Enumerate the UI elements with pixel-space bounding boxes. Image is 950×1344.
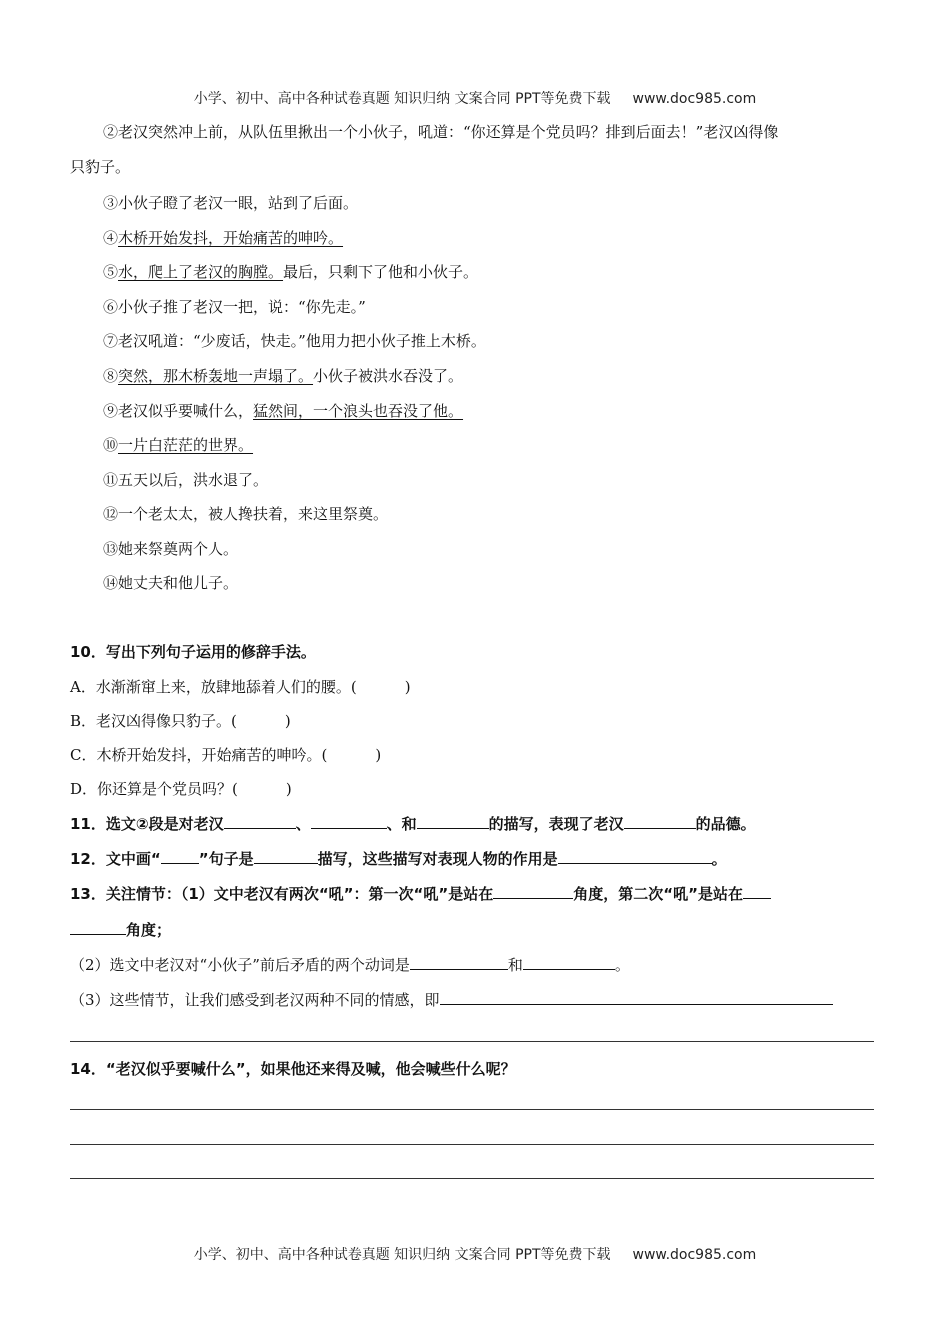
passage-p10 — [103, 435, 908, 455]
q10-d-close: ) — [285, 780, 292, 798]
q11-sep2: 、和 — [386, 815, 417, 833]
header-text: 小学、初中、高中各种试卷真题 知识归纳 文案合同 PPT等免费下载 — [193, 91, 611, 107]
passage-p2-line1: ②老汉突然冲上前，从队伍里揪出一个小伙子，吼道：“你还算是个党员吗？排到后面去！”老汉凶得像 — [103, 123, 779, 141]
q11-part2: 的描写，表现了老汉 — [488, 815, 624, 833]
q11-part1: 11．选文②段是对老汉 — [70, 815, 224, 833]
footer-url[interactable]: www.doc985.com — [632, 1247, 757, 1263]
q13-sub2-end: 。 — [614, 956, 630, 974]
q12-part4: 。 — [711, 850, 727, 868]
q13-line1 — [70, 884, 875, 904]
q11-sep1: 、 — [295, 815, 311, 833]
p4-underlined: 木桥开始发抖，开始痛苦的呻吟。 — [118, 229, 344, 247]
p4-number: ④ — [103, 229, 119, 247]
q12-blank-2[interactable] — [558, 849, 712, 864]
q10-option-b — [70, 711, 875, 731]
q13-sub3 — [70, 990, 875, 1010]
passage-p5 — [103, 262, 908, 282]
q11-part3: 的品德。 — [695, 815, 756, 833]
q12-underline-sample — [161, 849, 199, 864]
p9-underlined: 猛然间，一个浪头也吞没了他。 — [253, 402, 464, 420]
p8-number: ⑧ — [103, 367, 119, 385]
q14-answer-line-2[interactable] — [70, 1144, 874, 1145]
p5-rest: 最后，只剩下了他和小伙子。 — [283, 263, 479, 281]
q13-blank-2b[interactable] — [70, 920, 126, 935]
q13-part2: 角度，第二次“吼”是站在 — [573, 885, 743, 903]
q10-option-c — [70, 745, 875, 765]
q14-answer-line-1[interactable] — [70, 1109, 874, 1110]
passage-p2-line2: 只豹子。 — [70, 158, 131, 176]
p9-pre: ⑨老汉似乎要喊什么， — [103, 402, 254, 420]
q13-answer-line[interactable] — [70, 1041, 874, 1042]
q14-answer-line-3[interactable] — [70, 1178, 874, 1179]
q11 — [70, 814, 875, 834]
q11-blank-1[interactable] — [224, 814, 296, 829]
q11-blank-4[interactable] — [624, 814, 696, 829]
page-header — [0, 88, 950, 108]
q13-sub2-and: 和 — [507, 956, 523, 974]
q14-title: 14．“老汉似乎要喊什么”，如果他还来得及喊，他会喊些什么呢？ — [70, 1060, 516, 1078]
q12-part2: ”句子是 — [198, 850, 254, 868]
q10-c-text: C．木桥开始发抖，开始痛苦的呻吟。( — [70, 746, 328, 764]
q10-b-close: ) — [284, 712, 291, 730]
p5-number: ⑤ — [103, 263, 119, 281]
q10-a-close: ) — [404, 678, 411, 696]
q13-sub2-text: （2）选文中老汉对“小伙子”前后矛盾的两个动词是 — [70, 956, 410, 974]
q13-sub2-blank-2[interactable] — [523, 955, 615, 970]
p8-underlined: 突然，那木桥轰地一声塌了。 — [118, 367, 314, 385]
q13-sub3-blank[interactable] — [440, 990, 833, 1005]
q13-part3: 角度； — [126, 921, 172, 939]
q13-blank-1[interactable] — [493, 884, 573, 899]
q10-option-d — [70, 779, 875, 799]
q11-blank-2[interactable] — [311, 814, 387, 829]
p10-underlined: 一片白茫茫的世界。 — [118, 436, 254, 454]
passage-p4 — [103, 228, 908, 248]
q12-part1: 12．文中画“ — [70, 850, 161, 868]
passage-p12: ⑫一个老太太，被人搀扶着，来这里祭奠。 — [103, 505, 389, 523]
p8-rest: 小伙子被洪水吞没了。 — [313, 367, 464, 385]
q13-sub2 — [70, 955, 875, 975]
q13-sub3-text: （3）这些情节，让我们感受到老汉两种不同的情感，即 — [70, 991, 440, 1009]
passage-p13: ⑬她来祭奠两个人。 — [103, 540, 239, 558]
q10-option-a — [70, 677, 875, 697]
passage-p6: ⑥小伙子推了老汉一把，说：“你先走。” — [103, 298, 366, 316]
header-url[interactable]: www.doc985.com — [632, 91, 757, 107]
passage-p3: ③小伙子瞪了老汉一眼，站到了后面。 — [103, 194, 359, 212]
q13-sub2-blank-1[interactable] — [410, 955, 508, 970]
q13-blank-2a[interactable] — [743, 884, 771, 899]
q13-line2 — [70, 920, 875, 940]
q10-c-close: ) — [375, 746, 382, 764]
p5-underlined: 水，爬上了老汉的胸膛。 — [118, 263, 284, 281]
page-footer — [0, 1244, 950, 1264]
passage-p8 — [103, 366, 908, 386]
q12 — [70, 849, 875, 869]
q10-a-text: A．水渐渐窜上来，放肆地舔着人们的腰。( — [70, 678, 357, 696]
footer-text: 小学、初中、高中各种试卷真题 知识归纳 文案合同 PPT等免费下载 — [193, 1247, 611, 1263]
q12-blank-1[interactable] — [254, 849, 318, 864]
q10-title: 10．写出下列句子运用的修辞手法。 — [70, 643, 316, 661]
q13-part1: 13．关注情节：（1）文中老汉有两次“吼”：第一次“吼”是站在 — [70, 885, 494, 903]
passage-p14: ⑭她丈夫和他儿子。 — [103, 574, 239, 592]
passage-p11: ⑪五天以后，洪水退了。 — [103, 471, 269, 489]
q12-part3: 描写，这些描写对表现人物的作用是 — [317, 850, 558, 868]
passage-p7: ⑦老汉吼道：“少废话，快走。”他用力把小伙子推上木桥。 — [103, 332, 486, 350]
q10-d-text: D．你还算是个党员吗？( — [70, 780, 238, 798]
q11-blank-3[interactable] — [417, 814, 489, 829]
p10-number: ⑩ — [103, 436, 119, 454]
passage-p9 — [103, 401, 908, 421]
q10-b-text: B．老汉凶得像只豹子。( — [70, 712, 237, 730]
